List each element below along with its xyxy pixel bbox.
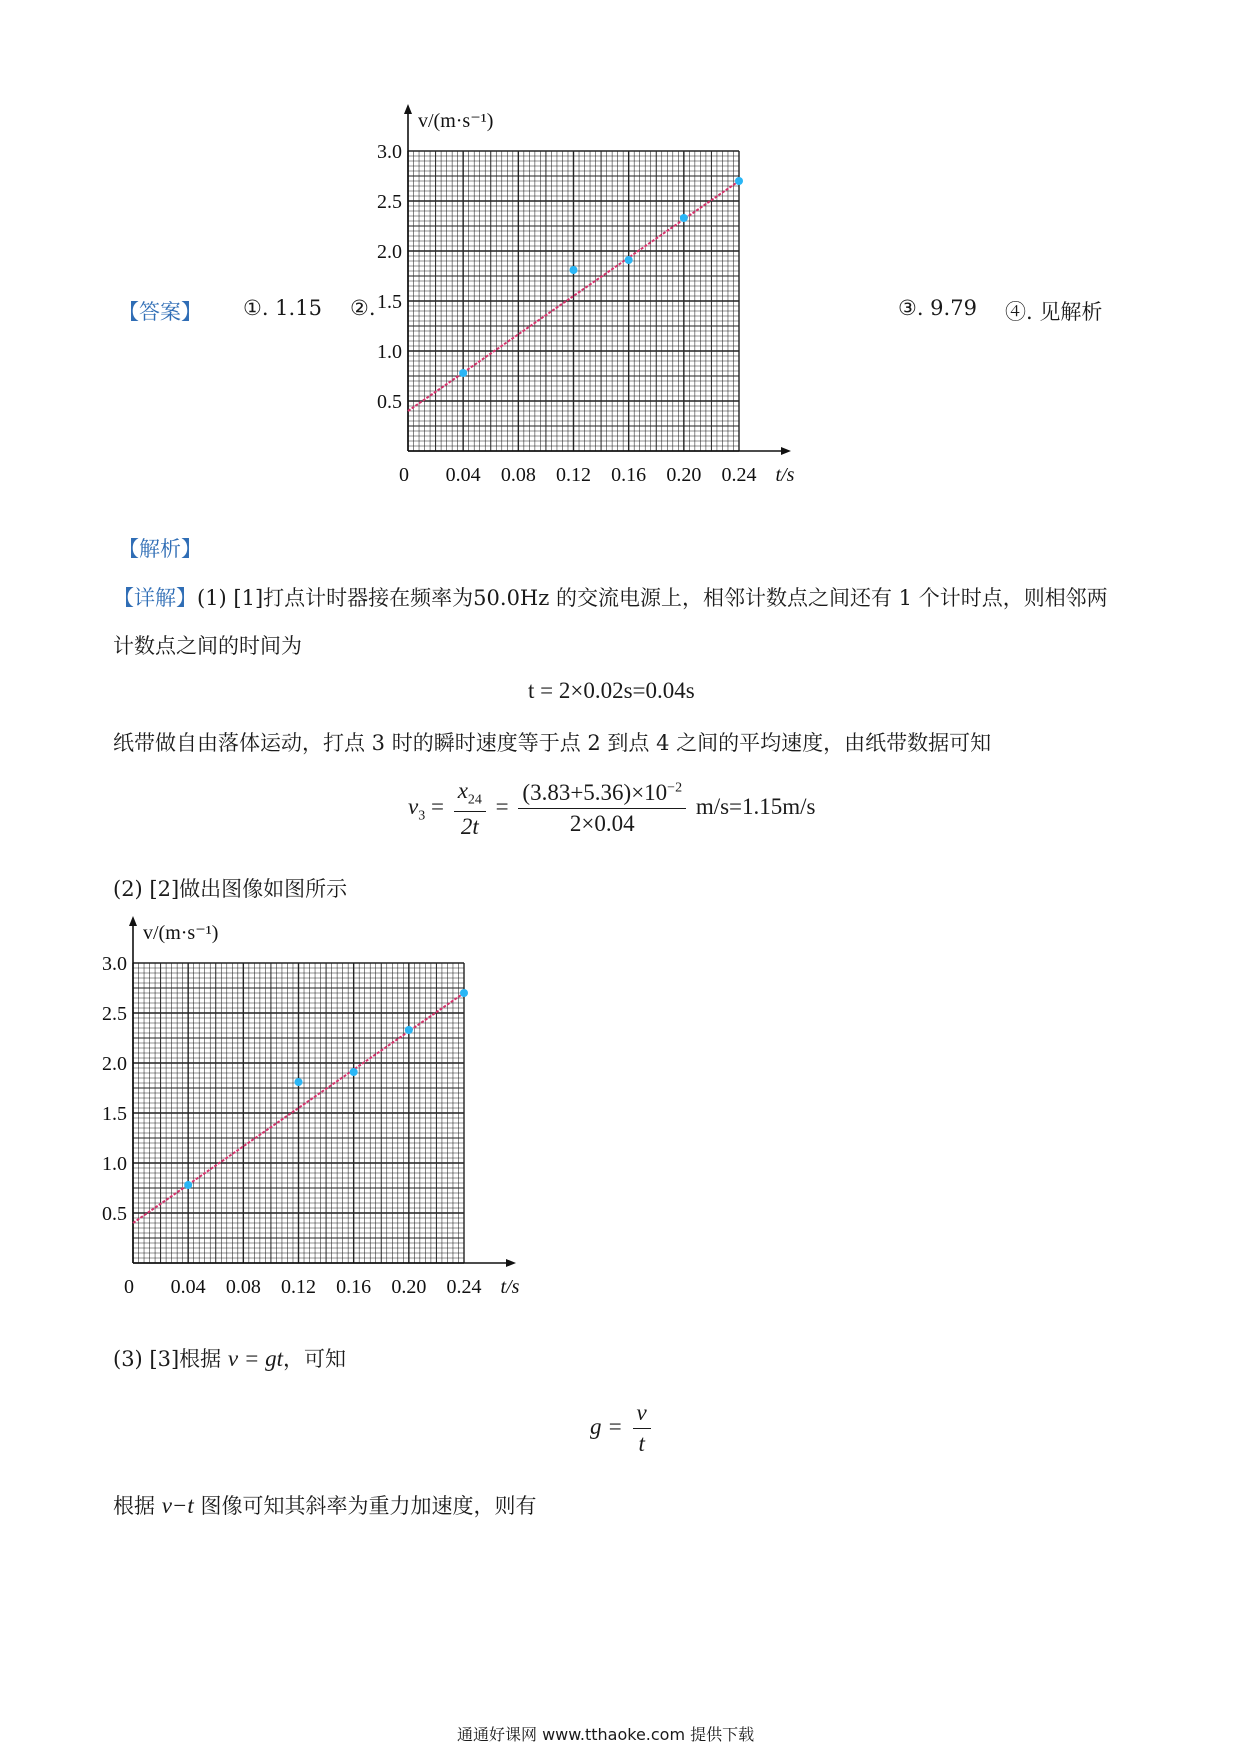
x-tick-label: 0.16 (611, 464, 647, 486)
vt-graph-answer (375, 100, 865, 520)
x-tick-label: 0.20 (666, 464, 702, 486)
detail-paragraph-5 (113, 1490, 537, 1520)
origin-label: 0 (399, 464, 409, 486)
y-axis-label: v/(m·s⁻¹) (418, 110, 494, 132)
eq-g-den: t (638, 1431, 645, 1456)
data-point (460, 989, 468, 997)
x-tick-label: 0.16 (336, 1276, 372, 1298)
equation-g (590, 1400, 655, 1457)
x-axis-arrow (781, 447, 791, 455)
eq-values-den: 2×0.04 (569, 811, 635, 837)
x-tick-label: 0.08 (225, 1276, 261, 1298)
detail-paragraph-1-cont: 计数点之间的时间为 (113, 634, 302, 658)
eq-x: x (457, 778, 468, 803)
x-axis-label: t/s (500, 1276, 520, 1298)
detail-paragraph-4 (113, 1343, 346, 1373)
data-point (625, 256, 633, 264)
x-tick-label: 0.24 (721, 464, 757, 486)
y-tick-label: 1.5 (377, 291, 402, 313)
y-axis-label: v/(m·s⁻¹) (143, 922, 219, 944)
y-tick-label: 2.5 (102, 1003, 127, 1025)
y-axis-arrow (404, 104, 412, 114)
x-tick-label: 0.24 (446, 1276, 482, 1298)
data-point (295, 1078, 303, 1086)
detail-paragraph-1 (113, 582, 1108, 612)
para5-prefix: 根据 (113, 1494, 155, 1518)
x-axis-label: t/s (775, 464, 795, 486)
x-tick-label: 0.08 (500, 464, 536, 486)
eq-v3: v (408, 794, 419, 820)
page-footer: 通通好课网 www.tthaoke.com 提供下载 (457, 1725, 755, 1744)
y-axis-arrow (129, 916, 137, 926)
x-axis-arrow (506, 1259, 516, 1267)
para4-suffix: ，可知 (282, 1347, 346, 1371)
answer-label: 【答案】 (118, 300, 202, 324)
para5-equation: v−t (161, 1493, 194, 1518)
x-tick-label: 0.12 (281, 1276, 316, 1298)
y-tick-label: 1.0 (102, 1153, 127, 1175)
y-tick-label: 2.5 (377, 191, 402, 213)
data-point (405, 1026, 413, 1034)
eq-frac-values (518, 780, 686, 837)
grid (408, 151, 739, 451)
detail-paragraph-3: (2) [2]做出图像如图所示 (113, 877, 348, 901)
answer-item-3: ③. 9.79 (898, 296, 977, 320)
x-tick-label: 0.20 (391, 1276, 427, 1298)
data-point (459, 369, 467, 377)
detail-paragraph-2: 纸带做自由落体运动，打点 3 时的瞬时速度等于点 2 到点 4 之间的平均速度，由纸带数据可知 (113, 731, 992, 755)
x-tick-label: 0.04 (445, 464, 481, 486)
eq-x-sub: 24 (467, 792, 482, 808)
y-tick-label: 3.0 (102, 953, 127, 975)
detail-text-1: (1) [1]打点计时器接在频率为50.0Hz 的交流电源上，相邻计数点之间还有 1 个计时点，则相邻两 (197, 586, 1108, 610)
answer-item-2: ②. (350, 296, 376, 320)
y-tick-label: 1.0 (377, 341, 402, 363)
data-point (570, 266, 578, 274)
eq-values-sup: −2 (667, 780, 683, 796)
data-point (350, 1068, 358, 1076)
y-tick-label: 0.5 (102, 1203, 127, 1225)
para5-suffix: 图像可知其斜率为重力加速度，则有 (200, 1494, 537, 1518)
answer-item-4: ④. 见解析 (1005, 300, 1103, 324)
eq-2t: 2t (460, 813, 479, 839)
eq-result: m/s=1.15m/s (695, 794, 816, 820)
detail-label: 【详解】 (113, 586, 197, 610)
analysis-label: 【解析】 (118, 537, 202, 561)
para4-equation: v = gt (227, 1346, 283, 1371)
eq-values-num: (3.83+5.36)×10 (522, 780, 668, 806)
eq-v3-sub: 3 (418, 808, 426, 824)
vt-graph-solution (100, 912, 590, 1332)
equation-velocity: $v_3$ = $\frac{x_{24}}{2t}$ = $\frac{(3.83+5.36)\times 10^{-2}}{2\times 0.04}$ m/s=1.15m/s (408, 778, 816, 839)
origin-label: 0 (124, 1276, 134, 1298)
y-tick-label: 2.0 (102, 1053, 127, 1075)
eq-g-lhs: g = (590, 1413, 623, 1439)
eq-g-num: v (633, 1400, 651, 1429)
x-tick-label: 0.12 (556, 464, 591, 486)
x-tick-label: 0.04 (170, 1276, 206, 1298)
y-tick-label: 0.5 (377, 391, 402, 413)
eq-g-frac (633, 1400, 651, 1457)
data-point (735, 177, 743, 185)
data-point (680, 214, 688, 222)
answer-item-1: ①. 1.15 (243, 296, 322, 320)
data-point (184, 1181, 192, 1189)
grid (133, 963, 464, 1263)
eq-frac-x24 (454, 778, 486, 840)
y-tick-label: 1.5 (102, 1103, 127, 1125)
y-tick-label: 3.0 (377, 141, 402, 163)
para4-prefix: (3) [3]根据 (113, 1347, 222, 1371)
y-tick-label: 2.0 (377, 241, 402, 263)
equation-time: t = 2×0.02s=0.04s (528, 678, 695, 703)
